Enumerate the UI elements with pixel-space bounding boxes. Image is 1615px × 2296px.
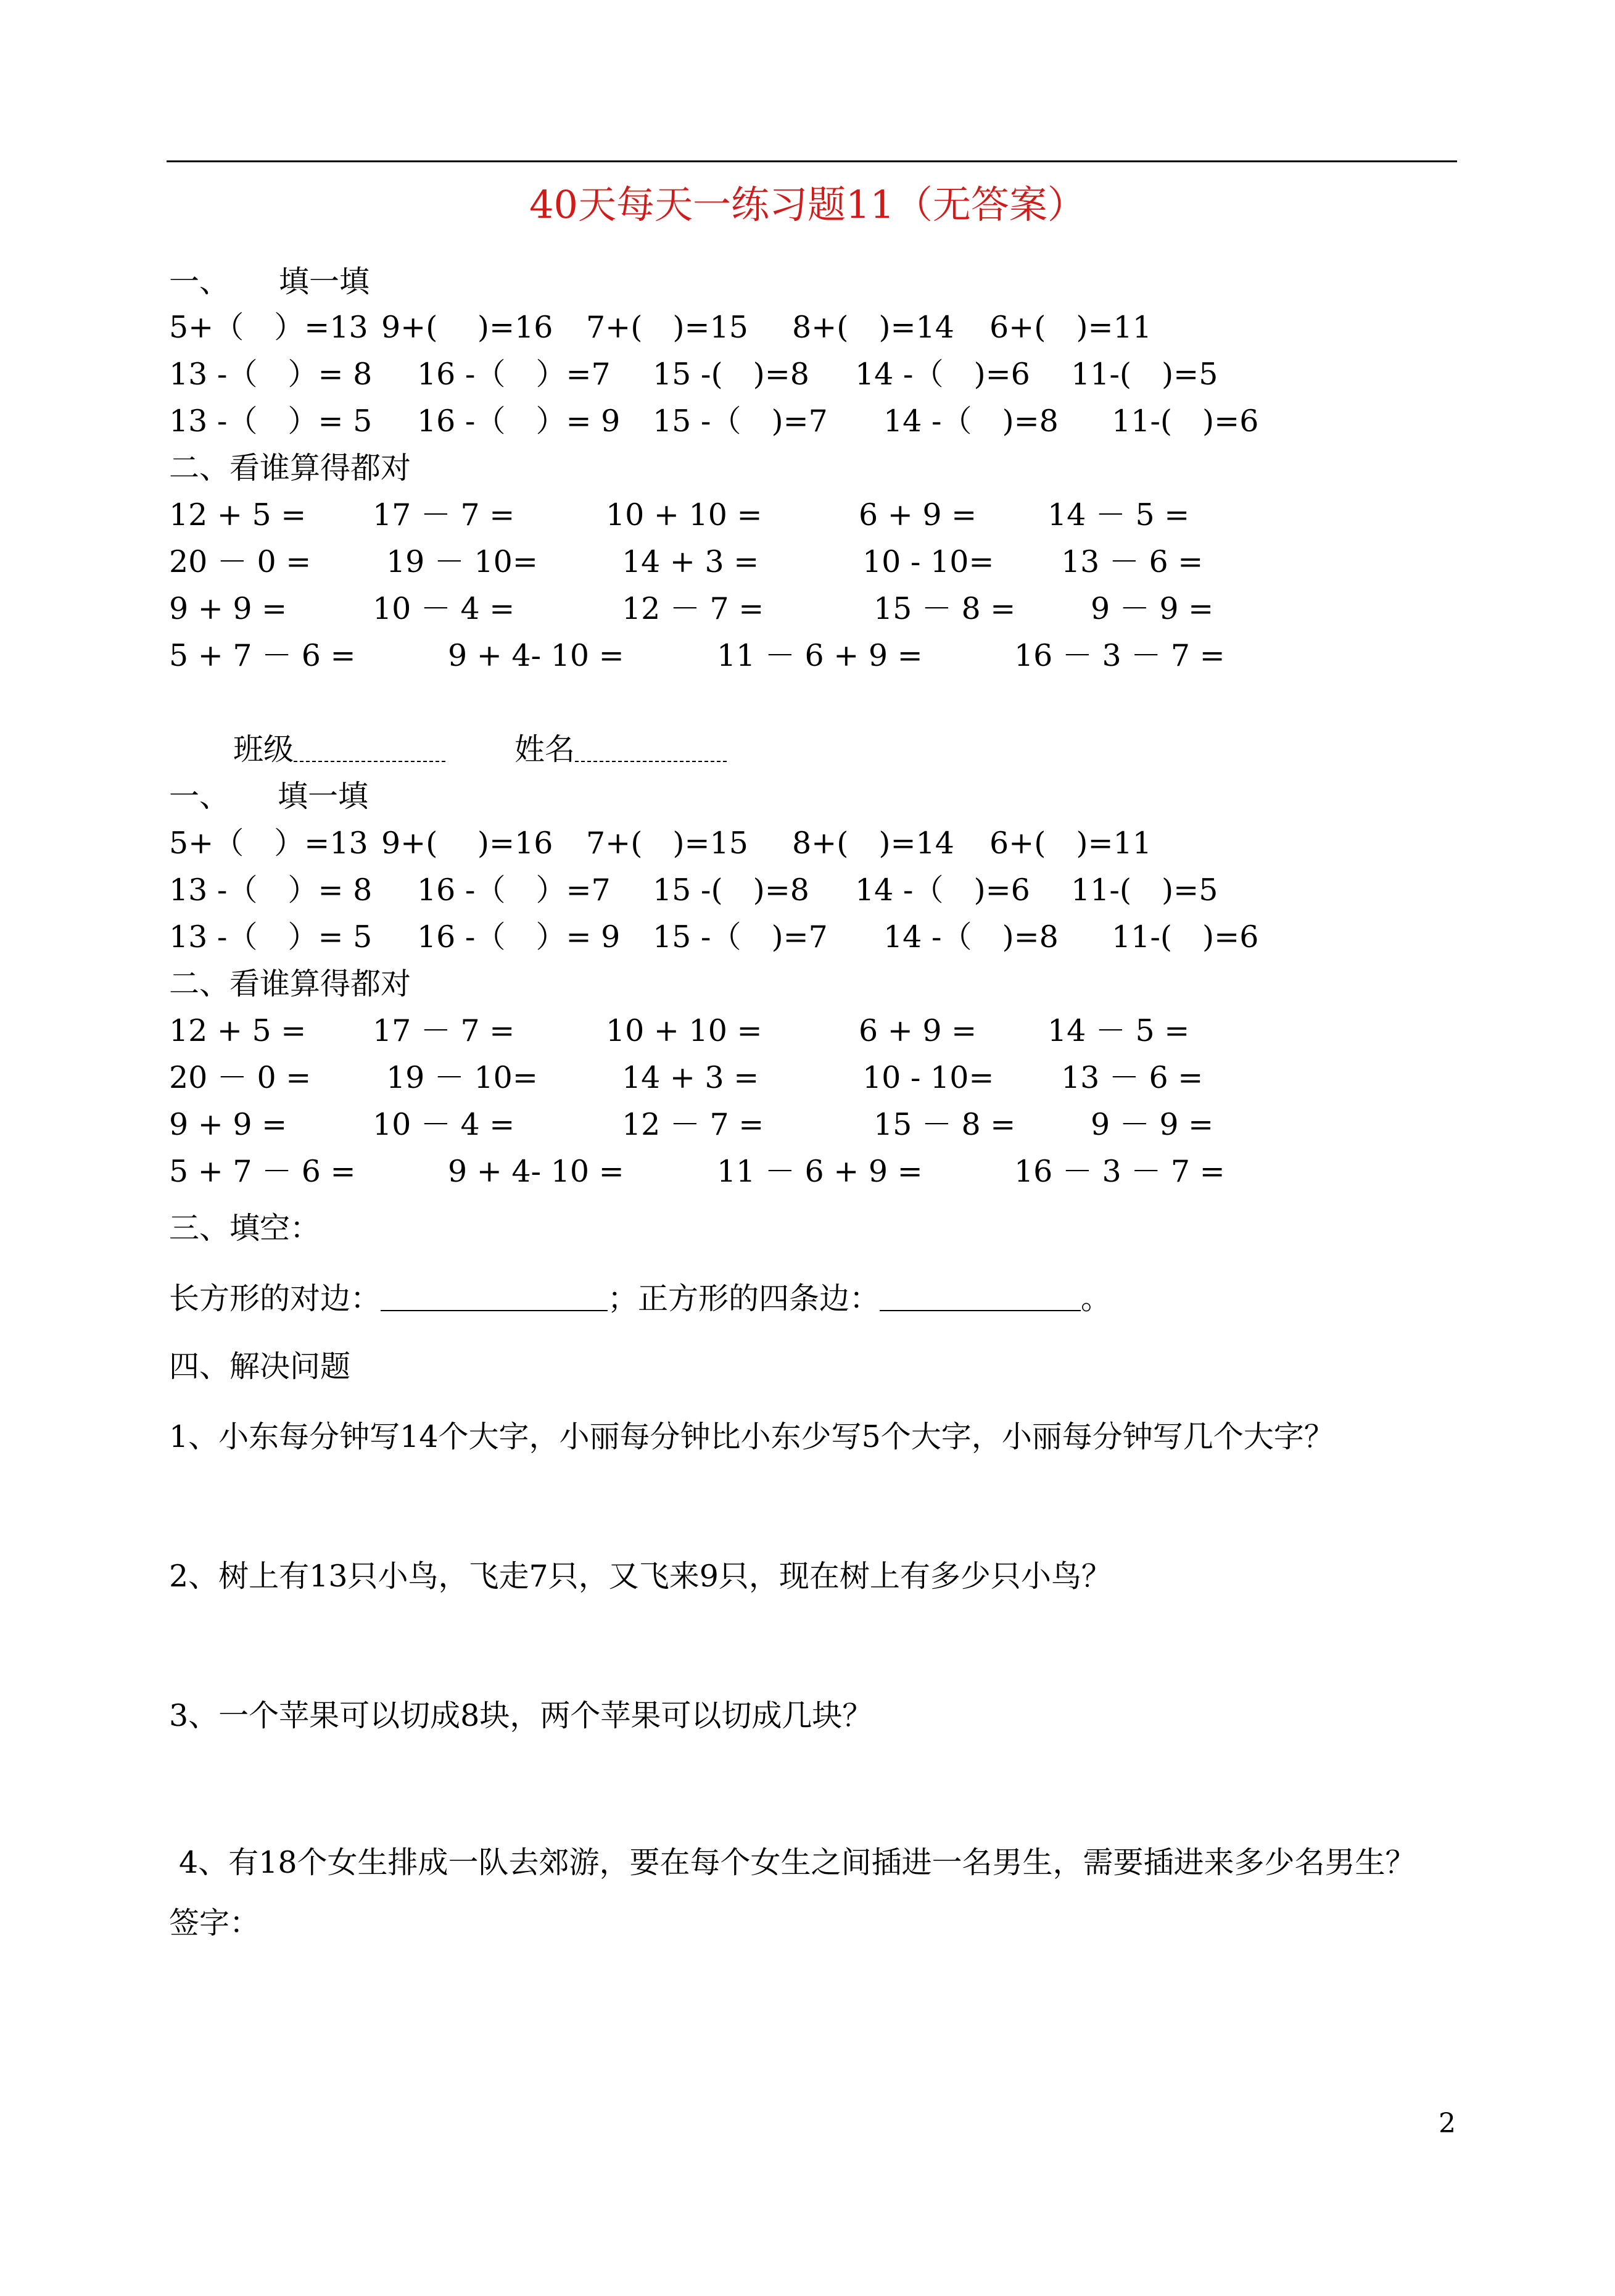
calc-item: 15 － 8 = bbox=[874, 1107, 1016, 1142]
calc-item: 9 + 4- 10 = bbox=[448, 638, 624, 673]
problem-1: 1、小东每分钟写14个大字，小丽每分钟比小东少写5个大字，小丽每分钟写几个大字？ bbox=[169, 1419, 1334, 1454]
calc-item: 14 + 3 = bbox=[622, 1060, 759, 1095]
fill-item: 11-( )=6 bbox=[1112, 404, 1259, 439]
calc-item: 12 － 7 = bbox=[622, 1107, 764, 1142]
signature-label: 签字： bbox=[169, 1905, 260, 1941]
end-mark: 。 bbox=[1081, 1281, 1112, 1316]
calc-item: 9 － 9 = bbox=[1091, 591, 1214, 626]
fill-item: 14 -（ )=8 bbox=[883, 919, 1059, 955]
calc-item: 16 － 3 － 7 = bbox=[1014, 638, 1225, 673]
calc-item: 10 - 10= bbox=[862, 544, 994, 579]
problem-2: 2、树上有13只小鸟，飞走7只，又飞来9只，现在树上有多少只小鸟？ bbox=[169, 1559, 1112, 1594]
calc-item: 15 － 8 = bbox=[874, 591, 1016, 626]
calc-item: 10 + 10 = bbox=[606, 497, 762, 533]
fill-item: 15 -（ )=7 bbox=[653, 919, 828, 955]
calc-item: 11 － 6 + 9 = bbox=[717, 638, 923, 673]
calc-item: 14 + 3 = bbox=[622, 544, 759, 579]
rect-label: 长方形的对边： bbox=[169, 1281, 381, 1316]
calc-item: 9 + 9 = bbox=[169, 591, 287, 626]
fill-item: 8+( )=14 bbox=[792, 310, 954, 345]
problem-4: 4、有18个女生排成一队去郊游，要在每个女生之间插进一名男生，需要插进来多少名男生？ bbox=[179, 1845, 1416, 1880]
calc-item: 14 － 5 = bbox=[1047, 497, 1190, 533]
calc-heading: 二、看谁算得都对 bbox=[169, 450, 411, 486]
calc-item: 13 － 6 = bbox=[1061, 544, 1204, 579]
fill-item: 13 -（ ）= 5 bbox=[169, 919, 373, 955]
calc-item: 6 + 9 = bbox=[859, 497, 977, 533]
class-label: 班级 bbox=[233, 727, 445, 773]
calc-item: 20 － 0 = bbox=[169, 544, 312, 579]
fill-item: 16 -（ ）=7 bbox=[417, 357, 611, 392]
calc-item: 11 － 6 + 9 = bbox=[717, 1154, 923, 1189]
page-title: 40天每天一练习题11（无答案） bbox=[529, 182, 1086, 227]
calc-item: 12 － 7 = bbox=[622, 591, 764, 626]
page-number: 2 bbox=[1439, 2108, 1456, 2139]
calc-item: 10 + 10 = bbox=[606, 1013, 762, 1048]
calc-item: 5 + 7 － 6 = bbox=[169, 1154, 356, 1189]
calc-item: 16 － 3 － 7 = bbox=[1014, 1154, 1225, 1189]
calc-item: 9 + 9 = bbox=[169, 1107, 287, 1142]
fill-item: 13 -（ ）= 5 bbox=[169, 404, 373, 439]
section4-heading: 四、解决问题 bbox=[169, 1349, 351, 1384]
calc-item: 9 + 4- 10 = bbox=[448, 1154, 624, 1189]
calc-item: 9 － 9 = bbox=[1091, 1107, 1214, 1142]
calc-item: 20 － 0 = bbox=[169, 1060, 312, 1095]
fill-item: 7+( )=15 bbox=[586, 826, 748, 861]
square-answer-blank[interactable] bbox=[880, 1279, 1081, 1311]
calc-item: 10 - 10= bbox=[862, 1060, 994, 1095]
fill-item: 11-( )=6 bbox=[1112, 919, 1259, 955]
fill-item: 14 -（ )=6 bbox=[855, 872, 1030, 908]
fill-item: 13 -（ ）= 8 bbox=[169, 872, 373, 908]
calc-item: 12 + 5 = bbox=[169, 497, 307, 533]
calc-item: 19 － 10= bbox=[386, 1060, 538, 1095]
fill-item: 11-( )=5 bbox=[1071, 872, 1218, 908]
class-blank[interactable] bbox=[294, 730, 445, 762]
fill-item: 16 -（ ）=7 bbox=[417, 872, 611, 908]
fill-item: 16 -（ ）= 9 bbox=[417, 919, 621, 955]
fill-item: 8+( )=14 bbox=[792, 826, 954, 861]
problem-3: 3、一个苹果可以切成8块，两个苹果可以切成几块？ bbox=[169, 1698, 873, 1733]
fill-item: 9+( )=16 bbox=[381, 310, 553, 345]
fill-item: 5+（ ）=13 bbox=[169, 826, 368, 861]
fill-item: 6+( )=11 bbox=[989, 310, 1152, 345]
fill-item: 13 -（ ）= 8 bbox=[169, 357, 373, 392]
name-blank[interactable] bbox=[575, 730, 727, 762]
fill-item: 15 -( )=8 bbox=[653, 872, 809, 908]
fill-item: 15 -（ )=7 bbox=[653, 404, 828, 439]
calc-item: 19 － 10= bbox=[386, 544, 538, 579]
fill-item: 6+( )=11 bbox=[989, 826, 1152, 861]
section3-heading: 三、填空： bbox=[169, 1211, 321, 1246]
calc-item: 12 + 5 = bbox=[169, 1013, 307, 1048]
calc-heading: 二、看谁算得都对 bbox=[169, 966, 411, 1001]
square-label: ；正方形的四条边： bbox=[608, 1281, 880, 1316]
calc-item: 14 － 5 = bbox=[1047, 1013, 1190, 1048]
header-rule bbox=[167, 160, 1457, 162]
rect-answer-blank[interactable] bbox=[381, 1279, 608, 1311]
calc-item: 17 － 7 = bbox=[373, 497, 515, 533]
fill-item: 5+（ ）=13 bbox=[169, 310, 368, 345]
fill-item: 9+( )=16 bbox=[381, 826, 553, 861]
calc-item: 6 + 9 = bbox=[859, 1013, 977, 1048]
fill-item: 7+( )=15 bbox=[586, 310, 748, 345]
fill-item: 14 -（ )=8 bbox=[883, 404, 1059, 439]
fill-item: 14 -（ )=6 bbox=[855, 357, 1030, 392]
name-label: 姓名 bbox=[514, 727, 727, 773]
calc-item: 13 － 6 = bbox=[1061, 1060, 1204, 1095]
calc-item: 10 － 4 = bbox=[373, 591, 515, 626]
calc-item: 10 － 4 = bbox=[373, 1107, 515, 1142]
fill-item: 11-( )=5 bbox=[1071, 357, 1218, 392]
calc-item: 5 + 7 － 6 = bbox=[169, 638, 356, 673]
fill-item: 16 -（ ）= 9 bbox=[417, 404, 621, 439]
fill-item: 15 -( )=8 bbox=[653, 357, 809, 392]
calc-item: 17 － 7 = bbox=[373, 1013, 515, 1048]
shape-fill-line bbox=[169, 1276, 1111, 1322]
